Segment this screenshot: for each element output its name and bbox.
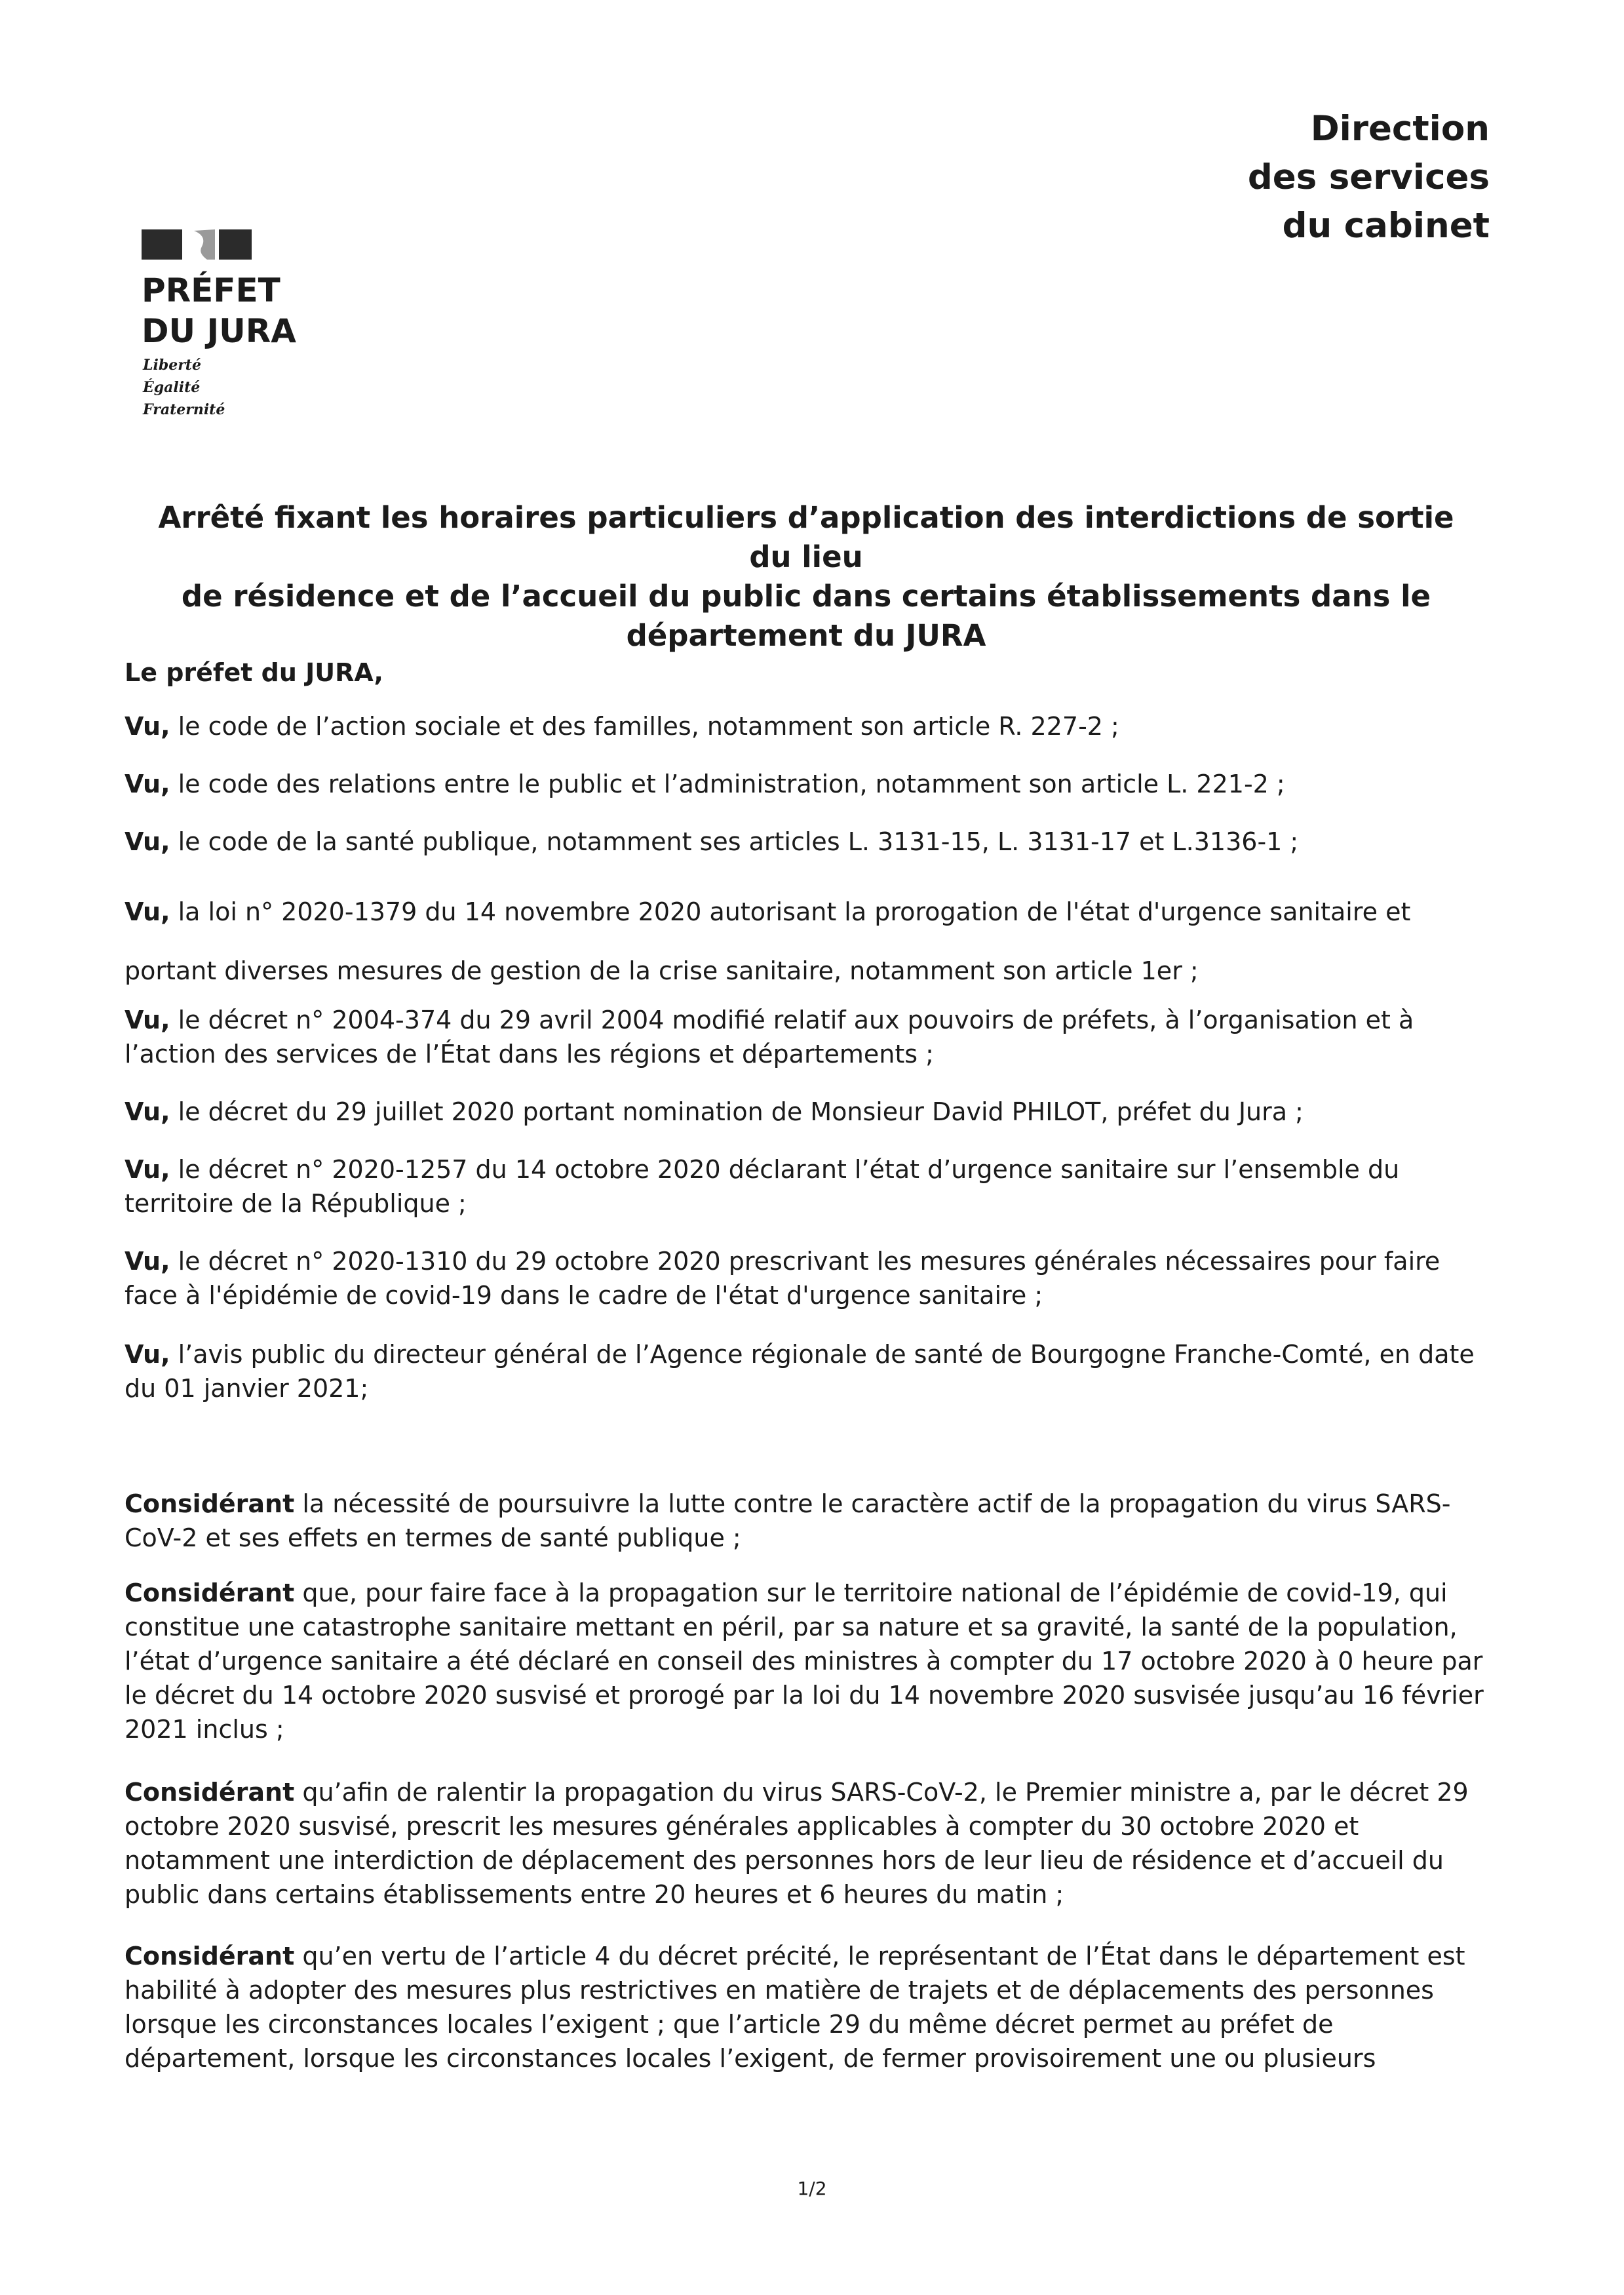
- considerant-lead: Considérant: [125, 1489, 295, 1518]
- visa-text: le code de l’action sociale et des familles, notamment son article R. 227-2 ;: [170, 712, 1119, 741]
- visa-text: le décret du 29 juillet 2020 portant nomination de Monsieur David PHILOT, préfet du Jura ;: [170, 1097, 1304, 1126]
- visa-text: le décret n° 2020-1310 du 29 octobre 2020 prescrivant les mesures générales nécessaires pour faire face à l'épidémie de covid-19 dans le cadre de l'état d'urgence sanitaire ;: [125, 1247, 1440, 1310]
- considerant-paragraph: [125, 1487, 1494, 1555]
- title-line: Arrêté fixant les horaires particuliers d’application des interdictions de sortie du lieu: [158, 500, 1454, 574]
- visa-paragraph: [125, 767, 1494, 801]
- direction-line: des services: [1247, 157, 1490, 197]
- visa-text: la loi n° 2020-1379 du 14 novembre 2020 autorisant la prorogation de l'état d'urgence sanitaire et portant diverses mesures de gestion de la crise sanitaire, notamment son article 1er ;: [125, 897, 1411, 985]
- title-line: département du JURA: [626, 618, 986, 653]
- visa-paragraph: [125, 825, 1494, 859]
- visa-text: le décret n° 2004-374 du 29 avril 2004 modifié relatif aux pouvoirs de préfets, à l’organisation et à l’action des services de l’État dans les régions et départements ;: [125, 1006, 1414, 1069]
- prefet-line: PRÉFET: [142, 271, 280, 309]
- direction-heading: [1096, 105, 1490, 250]
- visa-paragraph: [125, 882, 1494, 1000]
- devise-line: Fraternité: [143, 401, 225, 418]
- visa-lead: Vu,: [125, 1340, 170, 1369]
- visa-lead: Vu,: [125, 827, 170, 856]
- considerant-paragraph: [125, 1576, 1494, 1746]
- visa-lead: Vu,: [125, 1247, 170, 1276]
- considerant-paragraph: [125, 1775, 1494, 1912]
- visa-paragraph: [125, 1095, 1494, 1129]
- visa-paragraph: [125, 1152, 1494, 1221]
- considerant-text: qu’en vertu de l’article 4 du décret précité, le représentant de l’État dans le département est habilité à adopter des mesures plus restrictives en matière de trajets et de déplacements des personnes lorsque les circonstances locales l’exigent ; que l’article 29 du même décret permet au préfet de département, lorsque les circonstances locales l’exigent, de fermer provisoirement une ou plusieurs: [125, 1942, 1465, 2073]
- visa-paragraph: [125, 709, 1494, 743]
- visa-lead: Vu,: [125, 1006, 170, 1034]
- considerant-paragraph: [125, 1939, 1494, 2075]
- prefet-logo-text: [142, 270, 296, 351]
- document-title: [138, 498, 1475, 656]
- visa-lead: Vu,: [125, 1155, 170, 1184]
- considerant-text: que, pour faire face à la propagation sur le territoire national de l’épidémie de covid-19, qui constitue une catastrophe sanitaire mettant en péril, par sa nature et sa gravité, la santé de la population, l’état d’urgence sanitaire a été déclaré en conseil des ministres à compter du 17 octobre 2020 à 0 heure par le décret du 14 octobre 2020 susvisé et prorogé par la loi du 14 novembre 2020 susvisée jusqu’au 16 février 2021 inclus ;: [125, 1579, 1484, 1744]
- considerant-lead: Considérant: [125, 1942, 295, 1971]
- direction-line: du cabinet: [1282, 206, 1490, 246]
- visa-lead: Vu,: [125, 1097, 170, 1126]
- visa-paragraph: [125, 1244, 1494, 1312]
- visa-text: le décret n° 2020-1257 du 14 octobre 2020 déclarant l’état d’urgence sanitaire sur l’ensemble du territoire de la République ;: [125, 1155, 1400, 1218]
- visa-lead: Vu,: [125, 712, 170, 741]
- considerant-text: la nécessité de poursuivre la lutte contre le caractère actif de la propagation du virus SARS-CoV-2 et ses effets en termes de santé publique ;: [125, 1489, 1451, 1552]
- visa-lead: Vu,: [125, 897, 170, 926]
- marianne-logo-icon: [142, 224, 253, 262]
- considerant-lead: Considérant: [125, 1778, 295, 1807]
- prefet-line: DU JURA: [142, 312, 296, 350]
- visa-text: le code de la santé publique, notamment ses articles L. 3131-15, L. 3131-17 et L.3136-1 ;: [170, 827, 1299, 856]
- visa-text: l’avis public du directeur général de l’Agence régionale de santé de Bourgogne Franche-Comté, en date du 01 janvier 2021;: [125, 1340, 1475, 1403]
- title-line: de résidence et de l’accueil du public dans certains établissements dans le: [181, 579, 1431, 614]
- page-number: 1/2: [797, 2178, 827, 2199]
- visa-text: le code des relations entre le public et l’administration, notamment son article L. 221-2 ;: [170, 770, 1285, 798]
- considerant-lead: Considérant: [125, 1579, 295, 1607]
- visa-paragraph: [125, 1003, 1494, 1071]
- considerant-text: qu’afin de ralentir la propagation du virus SARS-CoV-2, le Premier ministre a, par le décret 29 octobre 2020 susvisé, prescrit les mesures générales applicables à compter du 30 octobre 2020 et notamment une interdiction de déplacement des personnes hors de leur lieu de résidence et d’accueil du public dans certains établissements entre 20 heures et 6 heures du matin ;: [125, 1778, 1469, 1909]
- intro-text: Le préfet du JURA,: [125, 658, 383, 687]
- devise: [143, 354, 225, 421]
- devise-line: Liberté: [143, 357, 201, 374]
- visa-paragraph: [125, 1337, 1494, 1405]
- devise-line: Égalité: [143, 379, 201, 396]
- direction-line: Direction: [1310, 109, 1490, 149]
- visa-lead: Vu,: [125, 770, 170, 798]
